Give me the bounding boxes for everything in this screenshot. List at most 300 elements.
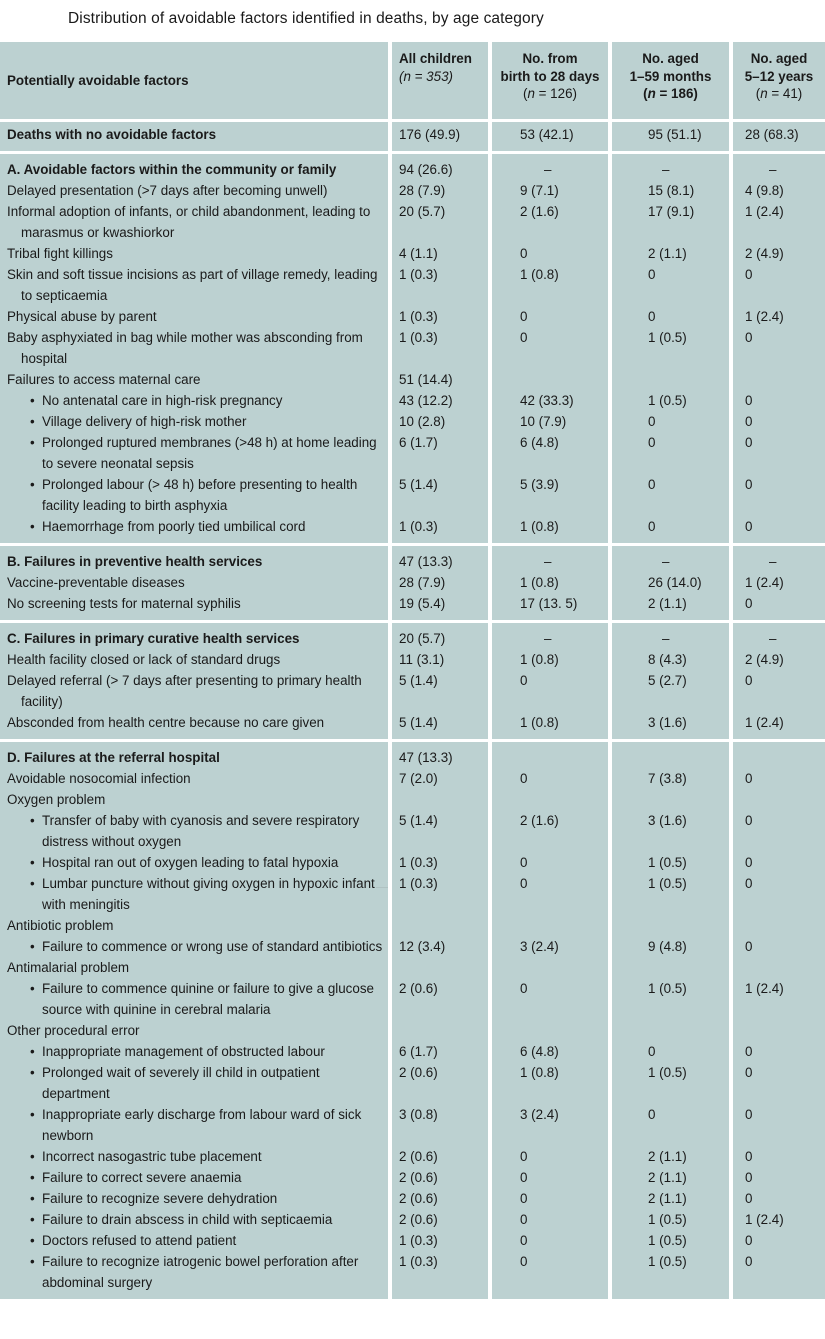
cell-infant: 1 (0.5): [608, 978, 729, 1020]
bullet-label: • Prolonged ruptured membranes (>48 h) at home leading to severe neonatal sepsis: [7, 432, 388, 474]
group-title: [0, 620, 388, 649]
row-label: [0, 936, 388, 957]
cell-all: 94 (26.6): [388, 151, 488, 180]
cell-neonatal: 0: [488, 1251, 608, 1299]
cell-all: [388, 915, 488, 936]
cell-infant: 8 (4.3): [608, 649, 729, 670]
header-neonatal: [488, 42, 608, 119]
cell-neonatal: [488, 369, 608, 390]
item-row: [0, 306, 825, 327]
cell-neonatal: 3 (2.4): [488, 936, 608, 957]
cell-child: 0: [729, 1230, 825, 1251]
row-label: [0, 957, 388, 978]
cell-child: [729, 915, 825, 936]
cell-child: 0: [729, 852, 825, 873]
cell-neonatal: 0: [488, 1209, 608, 1230]
cell-all: [388, 789, 488, 810]
header-neonatal-line1: No. from: [522, 51, 578, 66]
sub-item-row: [0, 432, 825, 474]
row-label: [0, 1251, 388, 1299]
cell-infant: 0: [608, 411, 729, 432]
item-row: [0, 180, 825, 201]
sub-item-row: [0, 1062, 825, 1104]
sub-item-row: [0, 978, 825, 1020]
cell-all: 47 (13.3): [388, 739, 488, 768]
header-child-line2: 5–12 years: [744, 68, 814, 84]
group-title-text: D. Failures at the referral hospital: [7, 750, 220, 765]
cell-all: 28 (7.9): [388, 572, 488, 593]
cell-infant: 1 (0.5): [608, 390, 729, 411]
cell-all: 2 (0.6): [388, 978, 488, 1020]
cell-infant: 0: [608, 1041, 729, 1062]
group-title: [0, 543, 388, 572]
cell-all: 1 (0.3): [388, 516, 488, 543]
sub-item-row: [0, 1251, 825, 1299]
cell-child: [729, 957, 825, 978]
cell-infant: 3 (1.6): [608, 810, 729, 852]
cell-infant: 1 (0.5): [608, 327, 729, 369]
row-label: [0, 852, 388, 873]
cell-neonatal: 0: [488, 1146, 608, 1167]
cell-child: [729, 369, 825, 390]
row-label: [0, 1062, 388, 1104]
row-label: [0, 474, 388, 516]
cell-child: 0: [729, 873, 825, 915]
row-label: [0, 516, 388, 543]
cell-all: [388, 957, 488, 978]
sub-item-row: [0, 390, 825, 411]
item-row: [0, 572, 825, 593]
group-title-row: [0, 739, 825, 768]
cell-all: 28 (7.9): [388, 180, 488, 201]
cell-neonatal: 1 (0.8): [488, 264, 608, 306]
cell-all: 2 (0.6): [388, 1167, 488, 1188]
cell-neonatal: 5 (3.9): [488, 474, 608, 516]
cell-all: 176 (49.9): [388, 119, 488, 151]
cell-child: –: [729, 543, 825, 572]
cell-child: [729, 789, 825, 810]
cell-infant: 0: [608, 516, 729, 543]
cell-child: 0: [729, 516, 825, 543]
group-title-row: [0, 543, 825, 572]
item-row: [0, 957, 825, 978]
cell-infant: 1 (0.5): [608, 873, 729, 915]
group-title: [0, 151, 388, 180]
row-label: [0, 915, 388, 936]
header-infant: [608, 42, 729, 119]
cell-neonatal: 3 (2.4): [488, 1104, 608, 1146]
bullet-label: • Failure to drain abscess in child with septicaemia: [7, 1209, 388, 1230]
row-label: [0, 1230, 388, 1251]
sub-item-row: [0, 1167, 825, 1188]
group-title-text: C. Failures in primary curative health services: [7, 631, 300, 646]
cell-child: 0: [729, 390, 825, 411]
table-caption: Distribution of avoidable factors identified in deaths, by age category: [68, 10, 544, 27]
row-label: [0, 306, 388, 327]
item-row: [0, 593, 825, 620]
factor-label: Antimalarial problem: [7, 960, 130, 975]
cell-infant: 2 (1.1): [608, 1188, 729, 1209]
factor-label: Tribal fight killings: [7, 246, 113, 261]
item-row: [0, 712, 825, 739]
item-row: [0, 201, 825, 243]
cell-infant: 0: [608, 306, 729, 327]
cell-infant: 95 (51.1): [608, 119, 729, 151]
cell-neonatal: [488, 957, 608, 978]
cell-infant: [608, 1020, 729, 1041]
sub-item-row: [0, 936, 825, 957]
bullet-label: • Haemorrhage from poorly tied umbilical cord: [7, 516, 388, 537]
header-infant-line1: No. aged: [642, 51, 699, 66]
cell-infant: [608, 957, 729, 978]
item-row: [0, 1020, 825, 1041]
cell-all: 1 (0.3): [388, 264, 488, 306]
cell-infant: 2 (1.1): [608, 593, 729, 620]
factor-label: Other procedural error: [7, 1023, 140, 1038]
cell-infant: –: [608, 620, 729, 649]
cell-all: 5 (1.4): [388, 810, 488, 852]
group-title-row: [0, 151, 825, 180]
cell-child: 2 (4.9): [729, 243, 825, 264]
cell-neonatal: –: [488, 543, 608, 572]
row-label: [0, 180, 388, 201]
cell-neonatal: 0: [488, 1230, 608, 1251]
sub-item-row: [0, 516, 825, 543]
bullet-label: • Prolonged wait of severely ill child in outpatient department: [7, 1062, 388, 1104]
cell-child: [729, 739, 825, 768]
cell-infant: 0: [608, 432, 729, 474]
cell-infant: 0: [608, 264, 729, 306]
cell-neonatal: 1 (0.8): [488, 516, 608, 543]
cell-child: 28 (68.3): [729, 119, 825, 151]
cell-all: 5 (1.4): [388, 474, 488, 516]
cell-neonatal: 42 (33.3): [488, 390, 608, 411]
cell-neonatal: 0: [488, 327, 608, 369]
cell-all: 7 (2.0): [388, 768, 488, 789]
factor-label: Failures to access maternal care: [7, 372, 201, 387]
cell-infant: 1 (0.5): [608, 852, 729, 873]
sub-item-row: [0, 1188, 825, 1209]
row-label: [0, 873, 388, 915]
row-label: [0, 978, 388, 1020]
cell-child: 0: [729, 1251, 825, 1299]
row-label: [0, 670, 388, 712]
cell-all: 5 (1.4): [388, 712, 488, 739]
cell-child: 0: [729, 1146, 825, 1167]
factor-label: Baby asphyxiated in bag while mother was absconding from hospital: [7, 330, 363, 366]
cell-child: 1 (2.4): [729, 572, 825, 593]
cell-all: 19 (5.4): [388, 593, 488, 620]
cell-infant: 1 (0.5): [608, 1251, 729, 1299]
bullet-label: • Lumbar puncture without giving oxygen in hypoxic infant with meningitis: [7, 873, 388, 915]
factor-label: Physical abuse by parent: [7, 309, 157, 324]
item-row: [0, 789, 825, 810]
bullet-label: • Failure to commence quinine or failure to give a glucose source with quinine in cerebral malaria: [7, 978, 388, 1020]
sub-item-row: [0, 1041, 825, 1062]
cell-neonatal: 0: [488, 243, 608, 264]
cell-neonatal: [488, 1020, 608, 1041]
row-label: [0, 1146, 388, 1167]
cell-all: 1 (0.3): [388, 1251, 488, 1299]
header-row: [0, 42, 825, 119]
cell-neonatal: 53 (42.1): [488, 119, 608, 151]
cell-child: 0: [729, 327, 825, 369]
header-infant-line3: (n = 186): [643, 86, 698, 101]
cell-infant: 1 (0.5): [608, 1230, 729, 1251]
cell-child: 1 (2.4): [729, 1209, 825, 1230]
cell-all: 4 (1.1): [388, 243, 488, 264]
cell-infant: 0: [608, 1104, 729, 1146]
cell-neonatal: [488, 789, 608, 810]
cell-child: 0: [729, 768, 825, 789]
cell-child: 0: [729, 474, 825, 516]
factor-label: Vaccine-preventable diseases: [7, 575, 185, 590]
cell-child: [729, 1020, 825, 1041]
cell-infant: –: [608, 151, 729, 180]
cell-child: 1 (2.4): [729, 712, 825, 739]
cell-all: 5 (1.4): [388, 670, 488, 712]
cell-child: 0: [729, 593, 825, 620]
cell-neonatal: 1 (0.8): [488, 712, 608, 739]
row-label: [0, 712, 388, 739]
cell-neonatal: 0: [488, 1188, 608, 1209]
cell-child: 0: [729, 936, 825, 957]
item-row: [0, 915, 825, 936]
group-b: [0, 543, 825, 620]
cell-child: 0: [729, 432, 825, 474]
cell-all: 43 (12.2): [388, 390, 488, 411]
bullet-label: • Prolonged labour (> 48 h) before presenting to health facility leading to birth asphyxia: [7, 474, 388, 516]
cell-infant: 0: [608, 474, 729, 516]
factor-label: Antibiotic problem: [7, 918, 114, 933]
cell-all: 11 (3.1): [388, 649, 488, 670]
sub-item-row: [0, 1209, 825, 1230]
cell-infant: 7 (3.8): [608, 768, 729, 789]
row-label: [0, 201, 388, 243]
group-title-text: A. Avoidable factors within the community or family: [7, 162, 337, 177]
sub-item-row: [0, 411, 825, 432]
cell-child: 0: [729, 1041, 825, 1062]
cell-all: 2 (0.6): [388, 1188, 488, 1209]
factor-label: Oxygen problem: [7, 792, 106, 807]
row-label: [0, 432, 388, 474]
sub-item-row: [0, 1230, 825, 1251]
cell-all: 20 (5.7): [388, 201, 488, 243]
factor-label: No screening tests for maternal syphilis: [7, 596, 241, 611]
cell-all: 51 (14.4): [388, 369, 488, 390]
cell-all: 20 (5.7): [388, 620, 488, 649]
sub-item-row: [0, 1146, 825, 1167]
bullet-label: • Village delivery of high-risk mother: [7, 411, 388, 432]
item-row: [0, 670, 825, 712]
row-label: [0, 1209, 388, 1230]
cell-child: 1 (2.4): [729, 978, 825, 1020]
row-label: [0, 390, 388, 411]
cell-all: 1 (0.3): [388, 873, 488, 915]
factor-label: Absconded from health centre because no care given: [7, 715, 325, 730]
row-label: [0, 1167, 388, 1188]
item-row: [0, 649, 825, 670]
cell-all: 6 (1.7): [388, 1041, 488, 1062]
cell-infant: 1 (0.5): [608, 1209, 729, 1230]
cell-child: 0: [729, 670, 825, 712]
group-title: [0, 739, 388, 768]
cell-all: 1 (0.3): [388, 306, 488, 327]
cell-neonatal: 1 (0.8): [488, 572, 608, 593]
cell-infant: 15 (8.1): [608, 180, 729, 201]
item-row: [0, 327, 825, 369]
sub-item-row: [0, 873, 825, 915]
cell-all: 12 (3.4): [388, 936, 488, 957]
cell-child: 0: [729, 1167, 825, 1188]
row-label: [0, 789, 388, 810]
cell-all: 2 (0.6): [388, 1062, 488, 1104]
cell-all: 2 (0.6): [388, 1146, 488, 1167]
cell-neonatal: 2 (1.6): [488, 810, 608, 852]
cell-infant: 17 (9.1): [608, 201, 729, 243]
cell-all: 1 (0.3): [388, 1230, 488, 1251]
header-factor: Potentially avoidable factors: [0, 42, 388, 119]
header-infant-line2: 1–59 months: [629, 68, 712, 84]
cell-infant: [608, 369, 729, 390]
cell-neonatal: 9 (7.1): [488, 180, 608, 201]
bullet-label: • Doctors refused to attend patient: [7, 1230, 388, 1251]
cell-neonatal: 0: [488, 873, 608, 915]
cell-infant: 1 (0.5): [608, 1062, 729, 1104]
cell-neonatal: 0: [488, 670, 608, 712]
sub-item-row: [0, 810, 825, 852]
row-label: [0, 649, 388, 670]
group-c: [0, 620, 825, 739]
item-row: [0, 264, 825, 306]
row-label: [0, 593, 388, 620]
cell-infant: 9 (4.8): [608, 936, 729, 957]
factor-label: Avoidable nosocomial infection: [7, 771, 191, 786]
row-label: [0, 411, 388, 432]
header-child-line3: (n = 41): [755, 86, 803, 101]
cell-neonatal: 0: [488, 1167, 608, 1188]
cell-infant: [608, 739, 729, 768]
cell-infant: [608, 789, 729, 810]
cell-all: 10 (2.8): [388, 411, 488, 432]
cell-child: 0: [729, 1062, 825, 1104]
factor-label: Health facility closed or lack of standard drugs: [7, 652, 281, 667]
row-label: [0, 264, 388, 306]
sub-item-row: [0, 852, 825, 873]
cell-infant: 2 (1.1): [608, 1146, 729, 1167]
cell-child: –: [729, 620, 825, 649]
cell-all: 2 (0.6): [388, 1209, 488, 1230]
cell-child: 1 (2.4): [729, 201, 825, 243]
cell-neonatal: 6 (4.8): [488, 1041, 608, 1062]
cell-infant: 26 (14.0): [608, 572, 729, 593]
bullet-label: • Failure to commence or wrong use of standard antibiotics: [7, 936, 388, 957]
cell-neonatal: [488, 739, 608, 768]
group-title-text: B. Failures in preventive health services: [7, 554, 263, 569]
item-row: [0, 369, 825, 390]
margin-tick: [376, 887, 388, 888]
cell-child: 0: [729, 411, 825, 432]
item-row: [0, 243, 825, 264]
cell-all: 1 (0.3): [388, 327, 488, 369]
bullet-label: • Inappropriate early discharge from labour ward of sick newborn: [7, 1104, 388, 1146]
cell-neonatal: –: [488, 620, 608, 649]
cell-neonatal: 6 (4.8): [488, 432, 608, 474]
row-label: [0, 1041, 388, 1062]
row-label: [0, 327, 388, 369]
cell-infant: 2 (1.1): [608, 243, 729, 264]
row-label: [0, 810, 388, 852]
header-all-children: [388, 42, 488, 119]
row-label: [0, 768, 388, 789]
cell-child: 0: [729, 1188, 825, 1209]
cell-all: 6 (1.7): [388, 432, 488, 474]
cell-neonatal: 0: [488, 978, 608, 1020]
factor-label: Delayed referral (> 7 days after presenting to primary health facility): [7, 673, 362, 709]
cell-infant: 3 (1.6): [608, 712, 729, 739]
avoidable-factors-table: [0, 42, 825, 1299]
bullet-label: • Inappropriate management of obstructed labour: [7, 1041, 388, 1062]
cell-neonatal: 0: [488, 852, 608, 873]
cell-infant: [608, 915, 729, 936]
no-avoidable-row: [0, 119, 825, 151]
cell-infant: –: [608, 543, 729, 572]
factor-label: Delayed presentation (>7 days after becoming unwell): [7, 183, 328, 198]
cell-child: 2 (4.9): [729, 649, 825, 670]
factor-label: Skin and soft tissue incisions as part of village remedy, leading to septicaemia: [7, 267, 378, 303]
cell-neonatal: 1 (0.8): [488, 1062, 608, 1104]
header-neonatal-line2: birth to 28 days: [500, 68, 600, 84]
cell-child: 0: [729, 810, 825, 852]
cell-child: 0: [729, 1104, 825, 1146]
no-avoidable-section: [0, 119, 825, 151]
cell-all: [388, 1020, 488, 1041]
no-avoidable-label: Deaths with no avoidable factors: [0, 119, 388, 151]
bullet-label: • Incorrect nasogastric tube placement: [7, 1146, 388, 1167]
header-all-line1: All children: [399, 51, 472, 66]
cell-child: 4 (9.8): [729, 180, 825, 201]
cell-neonatal: 1 (0.8): [488, 649, 608, 670]
row-label: [0, 1188, 388, 1209]
row-label: [0, 243, 388, 264]
cell-all: 1 (0.3): [388, 852, 488, 873]
row-label: [0, 572, 388, 593]
header-child-line1: No. aged: [750, 51, 808, 66]
bullet-label: • Failure to recognize iatrogenic bowel perforation after abdominal surgery: [7, 1251, 388, 1293]
bullet-label: • No antenatal care in high-risk pregnancy: [7, 390, 388, 411]
header-neonatal-line3: (n = 126): [523, 86, 577, 101]
bullet-label: • Failure to correct severe anaemia: [7, 1167, 388, 1188]
group-title-row: [0, 620, 825, 649]
item-row: [0, 768, 825, 789]
cell-infant: 5 (2.7): [608, 670, 729, 712]
cell-neonatal: 10 (7.9): [488, 411, 608, 432]
group-d: [0, 739, 825, 1299]
row-label: [0, 369, 388, 390]
bullet-label: • Hospital ran out of oxygen leading to fatal hypoxia: [7, 852, 388, 873]
bullet-label: • Failure to recognize severe dehydration: [7, 1188, 388, 1209]
cell-all: 47 (13.3): [388, 543, 488, 572]
cell-child: 0: [729, 264, 825, 306]
cell-neonatal: 17 (13. 5): [488, 593, 608, 620]
factor-label: Informal adoption of infants, or child abandonment, leading to marasmus or kwashiorkor: [7, 204, 371, 240]
group-a: [0, 151, 825, 543]
cell-neonatal: –: [488, 151, 608, 180]
cell-child: –: [729, 151, 825, 180]
header-all-line2: (n = 353): [399, 68, 453, 84]
header-child: [729, 42, 825, 119]
cell-neonatal: [488, 915, 608, 936]
